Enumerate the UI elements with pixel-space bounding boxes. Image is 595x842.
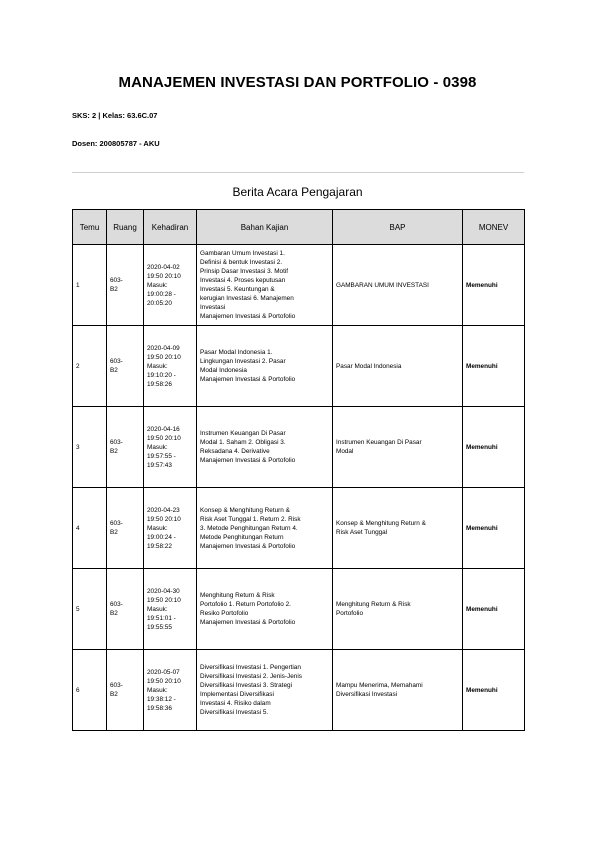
bap-line: GAMBARAN UMUM INVESTASI bbox=[336, 281, 429, 289]
ruang-line: 603- bbox=[110, 439, 123, 446]
bahan-kajian-line: Definisi & bentuk Investasi 2. bbox=[200, 259, 283, 266]
section-title: Berita Acara Pengajaran bbox=[232, 185, 363, 199]
bahan-kajian-line: Instrumen Keuangan Di Pasar bbox=[200, 430, 286, 437]
bap-cell bbox=[333, 245, 463, 326]
kehadiran-line: 19:10:20 - bbox=[147, 371, 176, 379]
ruang-line: B2 bbox=[110, 448, 118, 455]
bap-cell bbox=[333, 650, 463, 731]
ruang-line: 603- bbox=[110, 277, 123, 284]
ruang-line: B2 bbox=[110, 286, 118, 293]
kehadiran-line: 19:57:55 - bbox=[147, 452, 176, 460]
kehadiran-line: 2020-04-09 bbox=[147, 344, 180, 352]
kehadiran-line: 2020-04-02 bbox=[147, 263, 180, 271]
kehadiran-line: Masuk: bbox=[147, 362, 168, 370]
kehadiran-line: 19:50 20:10 bbox=[147, 353, 181, 361]
bahan-kajian-cell bbox=[197, 488, 333, 569]
kehadiran-line: Masuk: bbox=[147, 443, 168, 451]
bahan-kajian-line: Gambaran Umum Investasi 1. bbox=[200, 250, 285, 257]
ruang-cell bbox=[107, 326, 144, 407]
table-row bbox=[73, 326, 525, 407]
column-header-kehadiran: Kehadiran bbox=[144, 210, 197, 245]
temu-cell: 4 bbox=[73, 488, 107, 569]
column-header-ruang: Ruang bbox=[107, 210, 144, 245]
kehadiran-line: 2020-04-23 bbox=[147, 506, 180, 514]
temu-cell: 2 bbox=[73, 326, 107, 407]
table-body bbox=[73, 245, 525, 731]
bahan-kajian-line: Prinsip Dasar Investasi 3. Motif bbox=[200, 268, 289, 275]
bahan-kajian-line: Implementasi Diversifikasi bbox=[200, 691, 274, 698]
bahan-kajian-line: Pasar Modal Indonesia 1. bbox=[200, 349, 273, 356]
bap-line: Mampu Menerima, Memahami bbox=[336, 682, 423, 689]
bap-line: Instrumen Keuangan Di Pasar bbox=[336, 439, 422, 446]
column-header-bap: BAP bbox=[333, 210, 463, 245]
bahan-kajian-line: Diversifikasi Investasi 2. Jenis-Jenis bbox=[200, 673, 302, 680]
kehadiran-line: Masuk: bbox=[147, 605, 168, 613]
monev-status: Memenuhi bbox=[463, 245, 525, 326]
kehadiran-line: 19:57:43 bbox=[147, 461, 172, 469]
bahan-kajian-line: 3. Metode Penghitungan Return 4. bbox=[200, 524, 298, 532]
kehadiran-line: 19:38:12 - bbox=[147, 695, 176, 703]
bahan-kajian-line: Manajemen Investasi & Portofolio bbox=[200, 313, 296, 320]
kehadiran-line: Masuk: bbox=[147, 524, 168, 532]
ruang-line: 603- bbox=[110, 358, 123, 365]
kehadiran-line: 2020-05-07 bbox=[147, 668, 180, 676]
column-header-monev: MONEV bbox=[463, 210, 525, 245]
table-header-row bbox=[73, 210, 525, 245]
bap-cell bbox=[333, 488, 463, 569]
bahan-kajian-line: Diversifikasi Investasi 3. Strategi bbox=[200, 682, 292, 689]
bahan-kajian-line: Diversifikasi Investasi 5. bbox=[200, 709, 269, 716]
monev-status: Memenuhi bbox=[463, 407, 525, 488]
kehadiran-line: 19:58:22 bbox=[147, 542, 172, 550]
bahan-kajian-cell bbox=[197, 650, 333, 731]
kehadiran-line: 19:51:01 - bbox=[147, 614, 176, 622]
kehadiran-line: 19:58:36 bbox=[147, 704, 172, 712]
bap-line: Diversifikasi Investasi bbox=[336, 691, 398, 698]
bahan-kajian-line: Modal 1. Saham 2. Obligasi 3. bbox=[200, 439, 286, 446]
ruang-line: 603- bbox=[110, 601, 123, 608]
monev-status: Memenuhi bbox=[463, 326, 525, 407]
bap-line: Pasar Modal Indonesia bbox=[336, 362, 402, 370]
kehadiran-cell bbox=[144, 326, 197, 407]
temu-cell: 3 bbox=[73, 407, 107, 488]
bahan-kajian-line: Menghitung Return & Risk bbox=[200, 592, 275, 599]
bahan-kajian-line: Manajemen Investasi & Portofolio bbox=[200, 376, 296, 383]
kehadiran-line: 2020-04-30 bbox=[147, 587, 180, 595]
ruang-line: 603- bbox=[110, 520, 123, 527]
ruang-line: B2 bbox=[110, 691, 118, 698]
bap-cell bbox=[333, 407, 463, 488]
table-row bbox=[73, 407, 525, 488]
bahan-kajian-line: Investasi 4. Risiko dalam bbox=[200, 700, 271, 707]
bahan-kajian-line: Investasi bbox=[200, 304, 226, 311]
ruang-cell bbox=[107, 650, 144, 731]
dosen-info: Dosen: 200805787 - AKU bbox=[72, 139, 160, 148]
ruang-line: B2 bbox=[110, 367, 118, 374]
kehadiran-line: 19:50 20:10 bbox=[147, 677, 181, 685]
column-header-temu: Temu bbox=[73, 210, 107, 245]
bahan-kajian-line: Reksadana 4. Derivative bbox=[200, 448, 270, 455]
bahan-kajian-cell bbox=[197, 245, 333, 326]
kehadiran-line: Masuk: bbox=[147, 686, 168, 694]
bahan-kajian-line: Konsep & Menghitung Return & bbox=[200, 506, 290, 514]
monev-status: Memenuhi bbox=[463, 488, 525, 569]
kehadiran-cell bbox=[144, 407, 197, 488]
kehadiran-line: 19:58:26 bbox=[147, 380, 172, 388]
ruang-line: B2 bbox=[110, 529, 118, 536]
kehadiran-line: 19:00:24 - bbox=[147, 533, 176, 541]
table-row bbox=[73, 488, 525, 569]
kehadiran-cell bbox=[144, 569, 197, 650]
berita-acara-table bbox=[72, 209, 525, 731]
bahan-kajian-line: Portofolio 1. Return Portofolio 2. bbox=[200, 601, 291, 608]
kehadiran-line: 2020-04-16 bbox=[147, 425, 180, 433]
temu-cell: 6 bbox=[73, 650, 107, 731]
temu-cell: 1 bbox=[73, 245, 107, 326]
bap-line: Modal bbox=[336, 448, 354, 455]
kehadiran-line: 19:50 20:10 bbox=[147, 434, 181, 442]
kehadiran-cell bbox=[144, 650, 197, 731]
bahan-kajian-cell bbox=[197, 407, 333, 488]
ruang-cell bbox=[107, 407, 144, 488]
section-divider bbox=[72, 172, 524, 173]
kehadiran-line: 19:00:28 - bbox=[147, 290, 176, 298]
temu-cell: 5 bbox=[73, 569, 107, 650]
bahan-kajian-line: Resiko Portofolio bbox=[200, 610, 249, 617]
table-row bbox=[73, 650, 525, 731]
course-title: MANAJEMEN INVESTASI DAN PORTFOLIO - 0398 bbox=[118, 74, 477, 91]
bap-line: Portofolio bbox=[336, 610, 363, 617]
bahan-kajian-line: Modal Indonesia bbox=[200, 367, 247, 374]
bahan-kajian-line: Manajemen Investasi & Portofolio bbox=[200, 457, 296, 464]
bahan-kajian-line: Manajemen Investasi & Portofolio bbox=[200, 542, 296, 550]
ruang-line: B2 bbox=[110, 610, 118, 617]
bahan-kajian-line: Metode Penghitungan Return bbox=[200, 533, 284, 541]
bap-line: Konsep & Menghitung Return & bbox=[336, 520, 426, 527]
bahan-kajian-line: Investasi 4. Proses keputusan bbox=[200, 277, 286, 284]
kehadiran-line: Masuk: bbox=[147, 281, 168, 289]
bahan-kajian-cell bbox=[197, 569, 333, 650]
kehadiran-line: 19:50 20:10 bbox=[147, 515, 181, 523]
ruang-line: 603- bbox=[110, 682, 123, 689]
kehadiran-line: 19:55:55 bbox=[147, 623, 172, 631]
bahan-kajian-line: Risk Aset Tunggal 1. Return 2. Risk bbox=[200, 515, 301, 523]
bahan-kajian-line: kerugian Investasi 6. Manajemen bbox=[200, 295, 294, 302]
kehadiran-line: 20:05:20 bbox=[147, 299, 172, 307]
bap-cell bbox=[333, 569, 463, 650]
table-row bbox=[73, 245, 525, 326]
kehadiran-line: 19:50 20:10 bbox=[147, 596, 181, 604]
kehadiran-cell bbox=[144, 488, 197, 569]
ruang-cell bbox=[107, 488, 144, 569]
table-row bbox=[73, 569, 525, 650]
bahan-kajian-cell bbox=[197, 326, 333, 407]
sks-kelas-info: SKS: 2 | Kelas: 63.6C.07 bbox=[72, 111, 158, 120]
bap-line: Risk Aset Tunggal bbox=[336, 529, 388, 536]
bap-line: Menghitung Return & Risk bbox=[336, 601, 411, 608]
column-header-bahan-kajian: Bahan Kajian bbox=[197, 210, 333, 245]
bahan-kajian-line: Manajemen Investasi & Portofolio bbox=[200, 619, 296, 626]
monev-status: Memenuhi bbox=[463, 650, 525, 731]
bahan-kajian-line: Diversifikasi Investasi 1. Pengertian bbox=[200, 664, 301, 671]
ruang-cell bbox=[107, 245, 144, 326]
bahan-kajian-line: Investasi 5. Keuntungan & bbox=[200, 286, 275, 293]
monev-status: Memenuhi bbox=[463, 569, 525, 650]
kehadiran-cell bbox=[144, 245, 197, 326]
ruang-cell bbox=[107, 569, 144, 650]
kehadiran-line: 19:50 20:10 bbox=[147, 272, 181, 280]
bap-cell bbox=[333, 326, 463, 407]
bahan-kajian-line: Lingkungan Investasi 2. Pasar bbox=[200, 358, 286, 365]
